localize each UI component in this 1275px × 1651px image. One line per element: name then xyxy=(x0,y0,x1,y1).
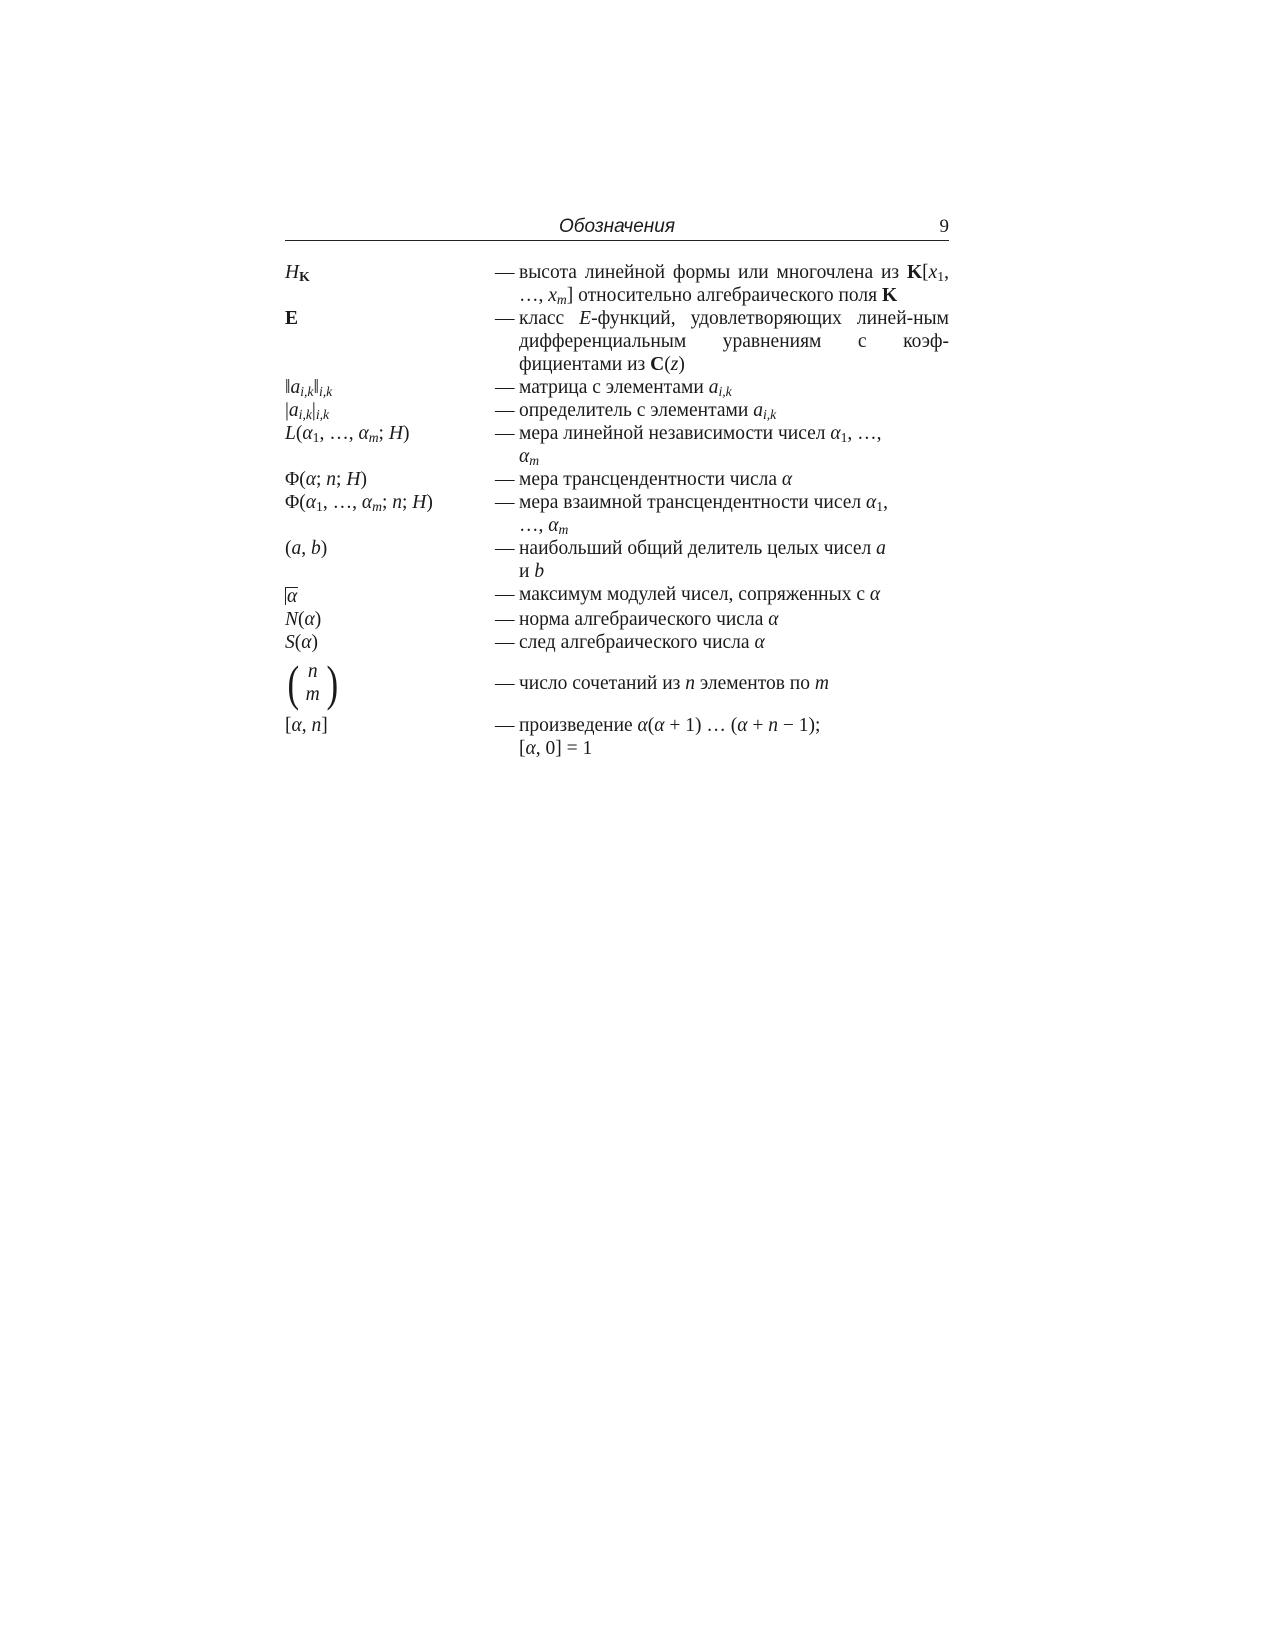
notation-description: — норма алгебраического числа α xyxy=(495,609,779,630)
notation-symbol: S(α) xyxy=(285,632,318,653)
notation-symbol: [α, n] xyxy=(285,715,328,736)
notation-entry-pochhammer xyxy=(285,714,949,760)
page xyxy=(285,214,949,760)
notation-description: — максимум модулей чисел, сопряженных с α xyxy=(495,584,881,605)
notation-symbol: N(α) xyxy=(285,609,322,630)
notation-entry-matrix xyxy=(285,376,949,399)
notation-symbol: (a, b) xyxy=(285,538,328,559)
notation-description: — число сочетаний из n элементов по m xyxy=(495,672,829,694)
notation-symbol: $|a_{i,k}|_{i,k}$ xyxy=(285,400,330,422)
notation-entry-trace xyxy=(285,631,949,654)
notation-entry-house xyxy=(285,583,949,608)
notation-symbol xyxy=(285,656,495,710)
notation-symbol: Φ(α; n; H) xyxy=(285,469,367,490)
notation-entry-height xyxy=(285,261,949,307)
header-title: Обозначения xyxy=(559,216,675,237)
notation-entry-mutual-transcendence xyxy=(285,491,949,537)
notation-description: — наибольший общий делитель целых чисел a и b xyxy=(495,538,886,582)
notation-description: — высота линейной формы или многочлена из $K[x_1$, …, $x_m$] относительно алгебраического поля K xyxy=(495,262,949,307)
notation-description: — мера линейной независимости чисел $\alpha_1$, …, $\alpha_m$ xyxy=(495,423,882,468)
notation-symbol: α xyxy=(287,586,298,607)
notation-entry-binomial xyxy=(285,656,949,710)
running-header xyxy=(285,214,949,241)
notation-symbol: $‖a_{i,k}‖_{i,k}$ xyxy=(285,377,333,399)
notation-entry-norm xyxy=(285,608,949,631)
notation-symbol: E xyxy=(285,308,299,329)
notation-description: — класс E-функций, удовлетворяющих линей-ным дифференциальным уравнениям с коэф-фициентами из C(z) xyxy=(495,308,949,375)
notation-list xyxy=(285,261,949,760)
notation-symbol: $\Phi(\alpha_1$, …, $\alpha_m$; n; H) xyxy=(285,492,433,514)
page-number: 9 xyxy=(939,216,949,237)
notation-entry-transcendence xyxy=(285,468,949,491)
binomial-symbol: ( n m ) xyxy=(287,655,338,711)
notation-description: — матрица с элементами $a_{i,k}$ xyxy=(495,377,732,399)
notation-description: — след алгебраического числа α xyxy=(495,632,765,653)
notation-description: — мера трансцендентности числа α xyxy=(495,469,793,490)
notation-description: — определитель с элементами $a_{i,k}$ xyxy=(495,400,777,422)
notation-symbol: $L(\alpha_1$, …, $\alpha_m$; H) xyxy=(285,423,410,445)
notation-description: — произведение α(α + 1) … (α + n − 1); [α, 0] = 1 xyxy=(495,715,821,759)
notation-entry-linear-independence xyxy=(285,422,949,468)
notation-symbol: $H_K$ xyxy=(285,262,310,284)
notation-entry-determinant xyxy=(285,399,949,422)
notation-description: — мера взаимной трансцендентности чисел $\alpha_1$, …, $\alpha_m$ xyxy=(495,492,888,537)
notation-entry-gcd xyxy=(285,537,949,583)
notation-entry-e-class xyxy=(285,307,949,376)
